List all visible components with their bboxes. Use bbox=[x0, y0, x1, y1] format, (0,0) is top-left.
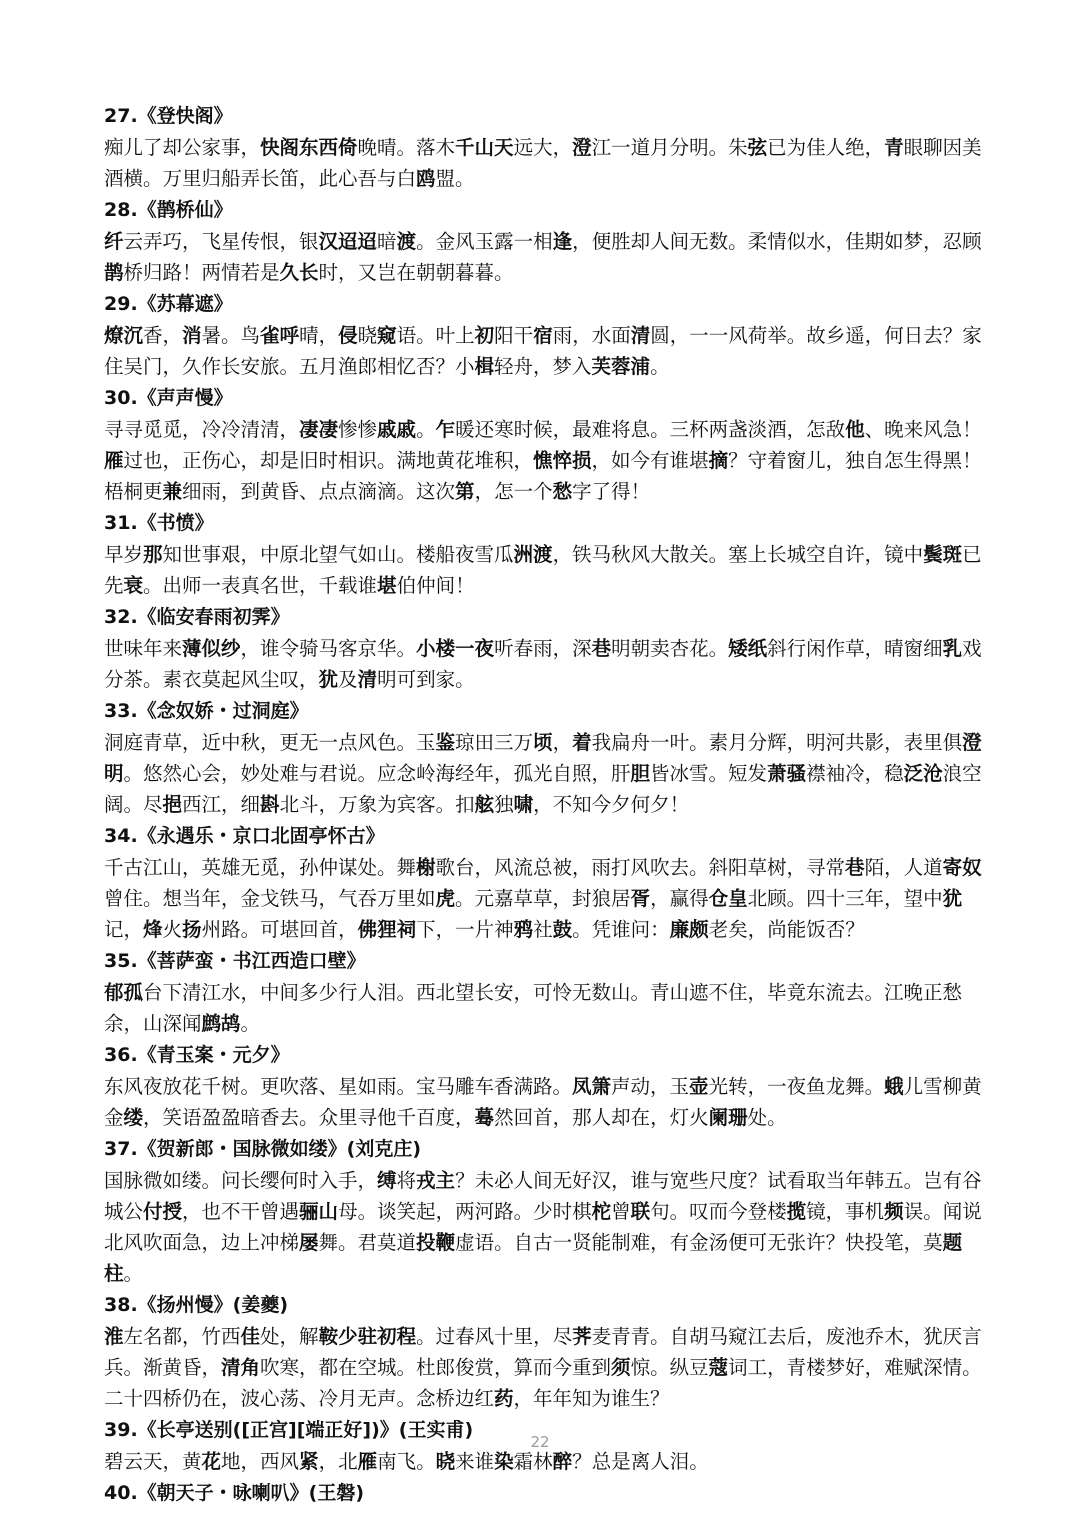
bold-keyword: 戚戚 bbox=[377, 418, 417, 441]
bold-keyword: 凤箫 bbox=[572, 1075, 612, 1098]
bold-keyword: 楫 bbox=[474, 355, 495, 378]
page-number: 22 bbox=[530, 1433, 550, 1451]
bold-keyword: 骊山 bbox=[299, 1200, 339, 1223]
bold-keyword: 堪 bbox=[377, 574, 397, 597]
poem-body: 早岁那知世事艰，中原北望气如山。楼船夜雪瓜洲渡，铁马秋风大散关。塞上长城空自许，镜中鬓斑已先衰。出师一表真名世，千载谁堪伯仲间！ bbox=[104, 543, 982, 597]
bold-keyword: 鼓 bbox=[552, 918, 573, 941]
bold-keyword: 澄明 bbox=[104, 731, 982, 785]
bold-keyword: 佛狸祠 bbox=[357, 918, 417, 941]
bold-keyword: 花 bbox=[201, 1450, 222, 1473]
poem-title: 34.《永遇乐・京口北固亭怀古》 bbox=[104, 825, 385, 847]
bold-keyword: 衰 bbox=[123, 574, 144, 597]
bold-keyword: 千山天 bbox=[455, 136, 514, 159]
bold-keyword: 小楼一夜 bbox=[416, 637, 495, 660]
poem-title: 38.《扬州慢》(姜夔) bbox=[104, 1294, 289, 1316]
poem-body: 千古江山，英雄无觅，孙仲谋处。舞榭歌台，风流总被，雨打风吹去。斜阳草树，寻常巷陌，人道寄奴曾住。想当年，金戈铁马，气吞万里如虎。元嘉草草，封狼居胥，赢得仓皇北顾。四十三年，望中犹记，烽火扬州路。可堪回首，佛狸祠下，一片神鸦社鼓。凭谁问：廉颇老矣，尚能饭否？ bbox=[104, 856, 982, 941]
bold-keyword: 淮 bbox=[104, 1325, 124, 1348]
bold-keyword: 仓皇 bbox=[708, 887, 748, 910]
bold-keyword: 巷 bbox=[845, 856, 865, 879]
poem-body: 寻寻觅觅，冷冷清清，凄凄惨惨戚戚。乍暖还寒时候，最难将息。三杯两盏淡酒，怎敌他、晚来风急！雁过也，正伤心，却是旧时相识。满地黄花堆积，憔悴损，如今有谁堪摘？守着窗儿，独自怎生得黑！梧桐更兼细雨，到黄昏、点点滴滴。这次第，怎一个愁字了得！ bbox=[104, 418, 982, 503]
bold-keyword: 渡 bbox=[396, 230, 417, 253]
bold-keyword: 胆 bbox=[630, 762, 651, 785]
bold-keyword: 鹧鸪 bbox=[201, 1012, 241, 1035]
bold-keyword: 快阁东西倚 bbox=[260, 136, 358, 159]
bold-keyword: 阑珊 bbox=[708, 1106, 748, 1129]
bold-keyword: 题柱 bbox=[104, 1231, 963, 1285]
bold-keyword: 萧骚 bbox=[767, 762, 807, 785]
bold-keyword: 扬 bbox=[182, 918, 202, 941]
bold-keyword: 蔻 bbox=[708, 1356, 729, 1379]
poem-body: 郁孤台下清江水，中间多少行人泪。西北望长安，可怜无数山。青山遮不住，毕竟东流去。江晚正愁余，山深闻鹧鸪。 bbox=[104, 981, 963, 1035]
bold-keyword: 壶 bbox=[689, 1075, 709, 1098]
bold-keyword: 芙蓉浦 bbox=[591, 355, 651, 378]
bold-keyword: 胥 bbox=[630, 887, 651, 910]
bold-keyword: 寄奴 bbox=[942, 856, 982, 879]
bold-keyword: 紧 bbox=[299, 1450, 319, 1473]
poem-title: 32.《临安春雨初霁》 bbox=[104, 606, 290, 628]
bold-keyword: 雁 bbox=[357, 1450, 378, 1473]
bold-keyword: 犹 bbox=[942, 887, 963, 910]
bold-keyword: 联 bbox=[630, 1200, 651, 1223]
bold-keyword: 蛾 bbox=[884, 1075, 904, 1098]
bold-keyword: 薄似纱 bbox=[182, 637, 241, 660]
bold-keyword: 晓 bbox=[435, 1450, 456, 1473]
poem-body: 洞庭青草，近中秋，更无一点风色。玉鉴琼田三万顷，着我扁舟一叶。素月分辉，明河共影，表里俱澄明。悠然心会，妙处难与君说。应念岭海经年，孤光自照，肝胆皆冰雪。短发萧骚襟袖冷，稳泛沧浪空阔。尽挹西江，细斟北斗，万象为宾客。扣舷独啸，不知今夕何夕！ bbox=[104, 731, 982, 816]
poem-title: 29.《苏幕遮》 bbox=[104, 293, 233, 315]
bold-keyword: 犹 bbox=[318, 668, 339, 691]
poem-title: 27.《登快阁》 bbox=[104, 105, 233, 127]
bold-keyword: 逢 bbox=[552, 230, 573, 253]
bold-keyword: 柁 bbox=[591, 1200, 612, 1223]
poem-title: 37.《贺新郎・国脉微如缕》(刘克庄) bbox=[104, 1138, 422, 1160]
bold-keyword: 须 bbox=[611, 1356, 631, 1379]
bold-keyword: 鸥 bbox=[416, 167, 436, 190]
bold-keyword: 清 bbox=[630, 324, 651, 347]
bold-keyword: 醉 bbox=[552, 1450, 573, 1473]
poem-title: 39.《长亭送别([正宫][端正好])》(王实甫) bbox=[104, 1419, 474, 1441]
poem-body: 纤云弄巧，飞星传恨，银汉迢迢暗渡。金风玉露一相逢，便胜却人间无数。柔情似水，佳期如梦，忍顾鹊桥归路！两情若是久长时，又岂在朝朝暮暮。 bbox=[104, 230, 982, 284]
bold-keyword: 鸦 bbox=[513, 918, 534, 941]
bold-keyword: 顷 bbox=[533, 731, 553, 754]
bold-keyword: 燎沉 bbox=[104, 324, 144, 347]
bold-keyword: 屡 bbox=[299, 1231, 319, 1254]
bold-keyword: 雀呼 bbox=[260, 324, 300, 347]
bold-keyword: 鉴 bbox=[435, 731, 456, 754]
poem-body: 国脉微如缕。问长缨何时入手，缚将戎主？未必人间无好汉，谁与宽些尺度？试看取当年韩五。岂有谷城公付授，也不干曾遇骊山母。谈笑起，两河路。少时棋柁曾联句。叹而今登楼揽镜，事机频误。闻说北风吹面急，边上冲梯屡舞。君莫道投鞭虚语。自古一贤能制难，有金汤便可无张许？快投笔，莫题柱。 bbox=[104, 1169, 982, 1285]
bold-keyword: 郁孤 bbox=[104, 981, 144, 1004]
bold-keyword: 窥 bbox=[377, 324, 397, 347]
bold-keyword: 鬓斑 bbox=[923, 543, 963, 566]
bold-keyword: 初 bbox=[474, 324, 495, 347]
bold-keyword: 汉迢迢 bbox=[318, 230, 378, 253]
poem-list bbox=[104, 100, 990, 1509]
poem-title: 31.《书愤》 bbox=[104, 512, 214, 534]
bold-keyword: 频 bbox=[884, 1200, 904, 1223]
poem-body: 痴儿了却公家事，快阁东西倚晚晴。落木千山天远大，澄江一道月分明。朱弦已为佳人绝，青眼聊因美酒横。万里归船弄长笛，此心吾与白鸥盟。 bbox=[104, 136, 982, 190]
bold-keyword: 榭 bbox=[416, 856, 436, 879]
bold-keyword: 着 bbox=[572, 731, 592, 754]
bold-keyword: 乳 bbox=[942, 637, 963, 660]
poem-body: 淮左名都，竹西佳处，解鞍少驻初程。过春风十里，尽荠麦青青。自胡马窥江去后，废池乔木，犹厌言兵。渐黄昏，清角吹寒，都在空城。杜郎俊赏，算而今重到须惊。纵豆蔻词工，青楼梦好，难赋深情。二十四桥仍在，波心荡、冷月无声。念桥边红药，年年知为谁生？ bbox=[104, 1325, 982, 1410]
bold-keyword: 戎主 bbox=[416, 1169, 456, 1192]
bold-keyword: 青 bbox=[884, 136, 904, 159]
bold-keyword: 憔悴损 bbox=[533, 449, 592, 472]
bold-keyword: 蓦 bbox=[474, 1106, 495, 1129]
bold-keyword: 清 bbox=[357, 668, 378, 691]
bold-keyword: 摘 bbox=[708, 449, 729, 472]
bold-keyword: 药 bbox=[494, 1387, 514, 1410]
bold-keyword: 付授 bbox=[143, 1200, 183, 1223]
bold-keyword: 投鞭 bbox=[416, 1231, 456, 1254]
bold-keyword: 洲渡 bbox=[513, 543, 553, 566]
poem-body: 燎沉香，消暑。鸟雀呼晴，侵晓窥语。叶上初阳干宿雨，水面清圆，一一风荷举。故乡遥，何日去？家住吴门，久作长安旅。五月渔郎相忆否？小楫轻舟，梦入芙蓉浦。 bbox=[104, 324, 982, 378]
poem-title: 36.《青玉案・元夕》 bbox=[104, 1044, 290, 1066]
bold-keyword: 泛沧 bbox=[903, 762, 943, 785]
poem-title: 33.《念奴娇・过洞庭》 bbox=[104, 700, 309, 722]
bold-keyword: 虎 bbox=[435, 887, 456, 910]
bold-keyword: 鞍少驻初程 bbox=[318, 1325, 417, 1348]
poem-title: 28.《鹊桥仙》 bbox=[104, 199, 233, 221]
poem-title: 30.《声声慢》 bbox=[104, 387, 233, 409]
bold-keyword: 消 bbox=[182, 324, 202, 347]
bold-keyword: 雁 bbox=[104, 449, 124, 472]
bold-keyword: 愁 bbox=[552, 480, 573, 503]
bold-keyword: 挹 bbox=[162, 793, 183, 816]
poem-body: 东风夜放花千树。更吹落、星如雨。宝马雕车香满路。凤箫声动，玉壶光转，一夜鱼龙舞。蛾儿雪柳黄金缕，笑语盈盈暗香去。众里寻他千百度，蓦然回首，那人却在，灯火阑珊处。 bbox=[104, 1075, 982, 1129]
bold-keyword: 第 bbox=[455, 480, 475, 503]
bold-keyword: 烽 bbox=[143, 918, 163, 941]
bold-keyword: 巷 bbox=[591, 637, 612, 660]
bold-keyword: 佳 bbox=[240, 1325, 261, 1348]
bold-keyword: 宿 bbox=[533, 324, 553, 347]
poem-title: 40.《朝天子・咏喇叭》(王磐) bbox=[104, 1482, 365, 1504]
bold-keyword: 那 bbox=[143, 543, 163, 566]
poem-body: 碧云天，黄花地，西风紧，北雁南飞。晓来谁染霜林醉？总是离人泪。 bbox=[104, 1450, 709, 1473]
bold-keyword: 矮纸 bbox=[728, 637, 768, 660]
bold-keyword: 廉颇 bbox=[669, 918, 709, 941]
bold-keyword: 乍 bbox=[435, 418, 456, 441]
poem-title: 35.《菩萨蛮・书江西造口壁》 bbox=[104, 950, 366, 972]
bold-keyword: 侵 bbox=[338, 324, 358, 347]
bold-keyword: 荠 bbox=[572, 1325, 592, 1348]
bold-keyword: 他 bbox=[845, 418, 865, 441]
bold-keyword: 澄 bbox=[572, 136, 592, 159]
bold-keyword: 啸 bbox=[513, 793, 534, 816]
bold-keyword: 兼 bbox=[162, 480, 183, 503]
bold-keyword: 揽 bbox=[786, 1200, 807, 1223]
bold-keyword: 清角 bbox=[221, 1356, 261, 1379]
poem-body: 世味年来薄似纱，谁令骑马客京华。小楼一夜听春雨，深巷明朝卖杏花。矮纸斜行闲作草，晴窗细乳戏分茶。素衣莫起风尘叹，犹及清明可到家。 bbox=[104, 637, 982, 691]
bold-keyword: 斟 bbox=[260, 793, 280, 816]
bold-keyword: 弦 bbox=[747, 136, 768, 159]
bold-keyword: 缚 bbox=[377, 1169, 397, 1192]
bold-keyword: 纤 bbox=[104, 230, 124, 253]
bold-keyword: 久长 bbox=[279, 261, 319, 284]
bold-keyword: 染 bbox=[494, 1450, 514, 1473]
bold-keyword: 舷 bbox=[474, 793, 495, 816]
bold-keyword: 凄凄 bbox=[299, 418, 339, 441]
bold-keyword: 鹊 bbox=[104, 261, 124, 284]
bold-keyword: 缕 bbox=[123, 1106, 144, 1129]
